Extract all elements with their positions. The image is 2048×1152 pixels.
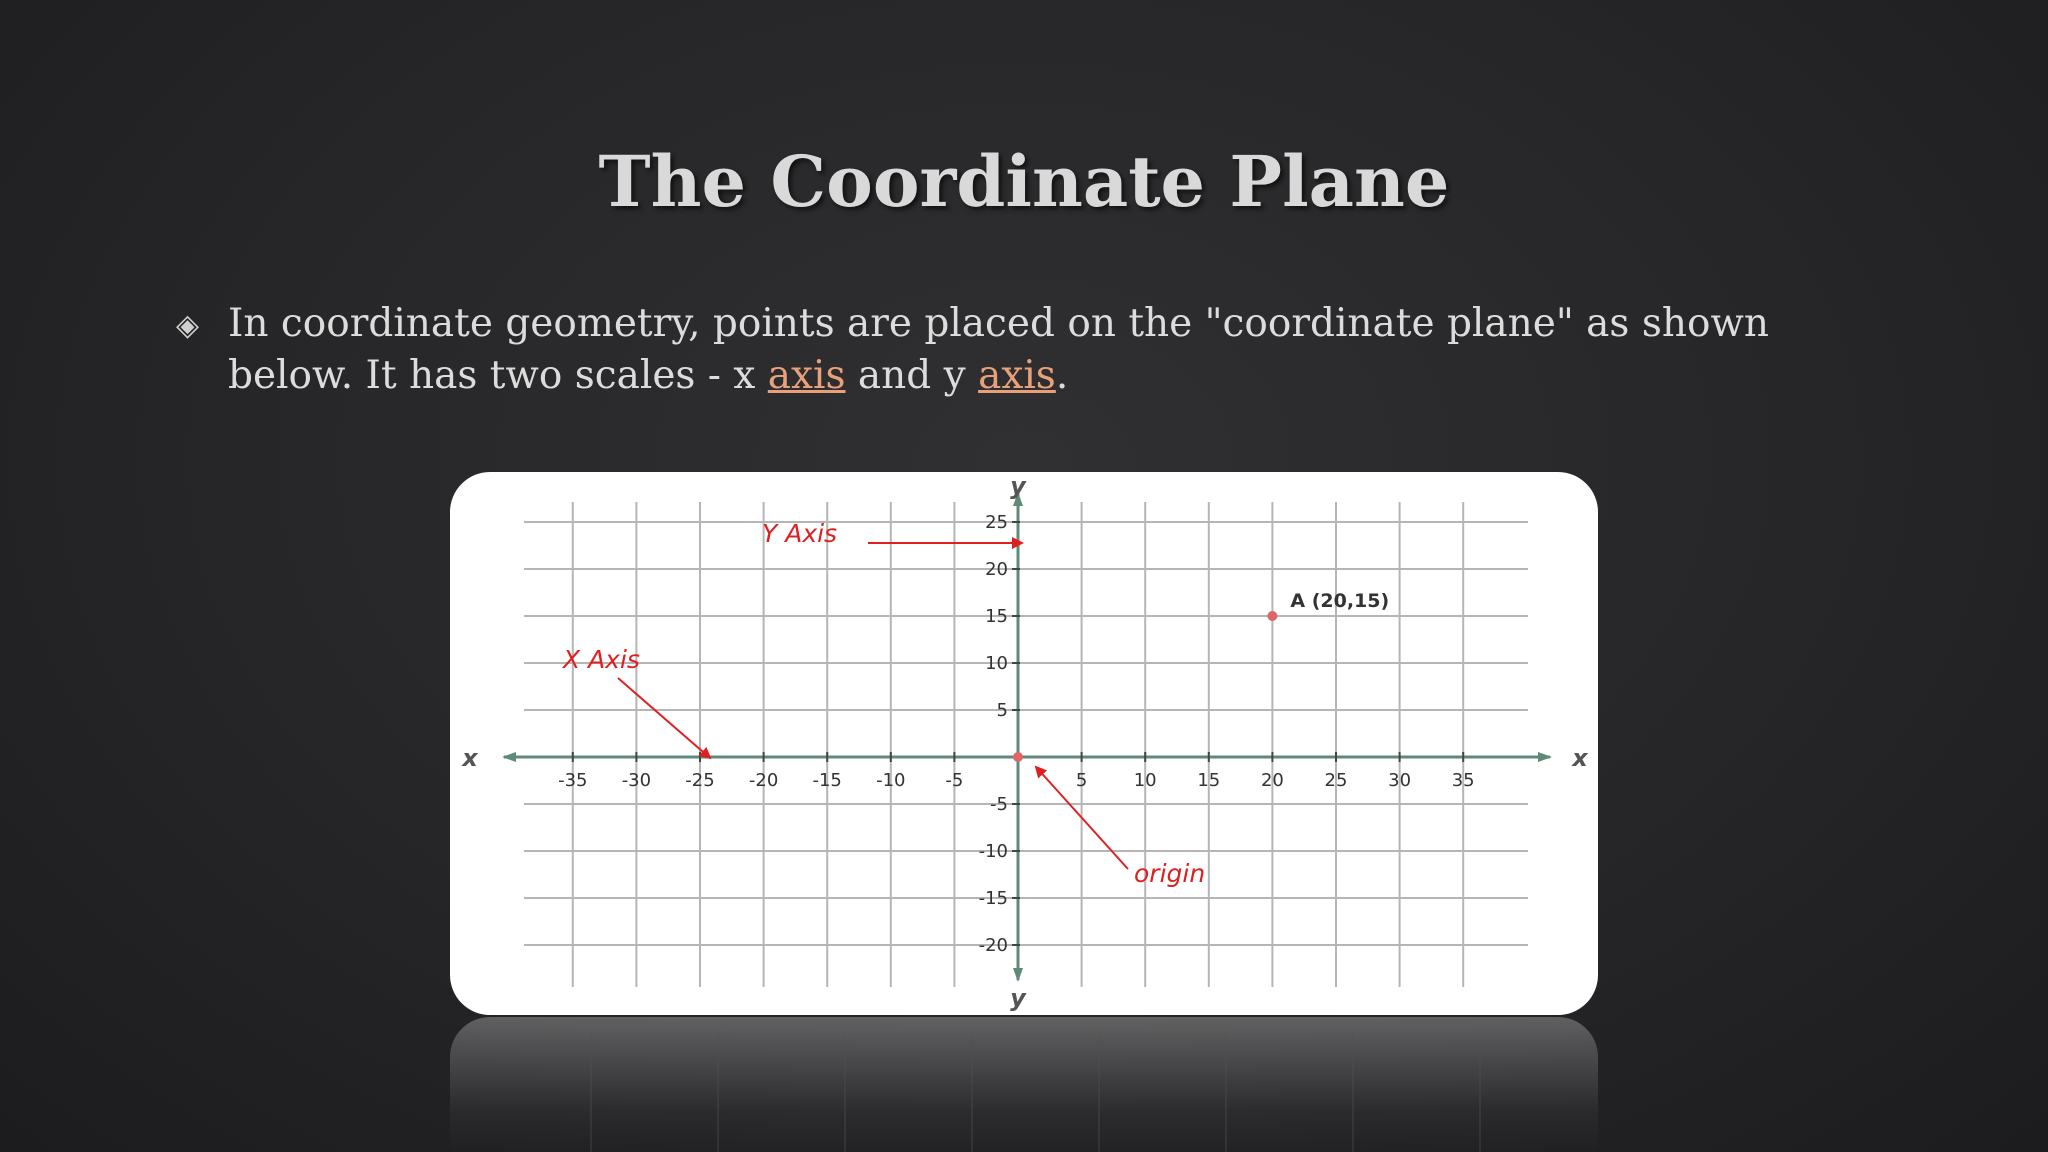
- y-tick-label: -20: [978, 935, 1008, 956]
- reflection-line: [1352, 1035, 1354, 1152]
- x-tick-label: -5: [945, 770, 964, 791]
- bullet-text: [228, 298, 1896, 402]
- reflection-line: [1225, 1035, 1227, 1152]
- origin-annotation: origin: [1134, 859, 1206, 888]
- axis-link-x[interactable]: axis: [767, 353, 846, 398]
- bullet-text-mid: and y: [845, 353, 979, 398]
- coordinate-plane-image: [450, 472, 1598, 1015]
- reflection-line: [971, 1035, 973, 1152]
- point-A-label: A (20,15): [1290, 590, 1390, 612]
- x-tick-label: -10: [876, 770, 906, 791]
- reflection-line: [844, 1035, 846, 1152]
- point-origin: [1013, 752, 1023, 762]
- reflection-line: [590, 1035, 592, 1152]
- x-axis-annotation-arrow: [618, 678, 710, 758]
- y-tick-label: 20: [985, 559, 1008, 580]
- y-axis-annotation: Y Axis: [762, 519, 838, 548]
- y-axis-label-bottom: y: [1010, 984, 1026, 1012]
- x-tick-label: 5: [1075, 770, 1088, 791]
- reflection-line: [1098, 1035, 1100, 1152]
- bullet-text-start: In coordinate geometry, points are placed on the "coordinate plane" as shown below. It has two scales - x: [228, 301, 1769, 398]
- y-tick-label: -10: [978, 841, 1008, 862]
- x-tick-label: 20: [1260, 770, 1284, 791]
- x-tick-label: -15: [812, 770, 842, 791]
- x-tick-label: 15: [1197, 770, 1221, 791]
- x-tick-label: 10: [1133, 770, 1157, 791]
- point-A: [1267, 611, 1277, 621]
- y-tick-label: 15: [985, 606, 1008, 627]
- x-tick-label: 35: [1451, 770, 1475, 791]
- bullet-item: [176, 298, 1896, 402]
- slide-title: The Coordinate Plane: [598, 140, 1450, 223]
- x-tick-label: -30: [621, 770, 652, 791]
- x-axis-annotation: X Axis: [563, 645, 640, 674]
- x-tick-label: -20: [748, 770, 779, 791]
- coordinate-plane-chart: [450, 472, 1598, 1015]
- y-axis-label-top: y: [1010, 472, 1026, 500]
- x-tick-label: 30: [1388, 770, 1412, 791]
- bullet-text-end: .: [1055, 353, 1069, 398]
- y-tick-label: 25: [985, 512, 1008, 533]
- x-axis-label-left: x: [462, 744, 478, 772]
- x-axis-label-right: x: [1572, 744, 1588, 772]
- x-tick-label: -25: [685, 770, 715, 791]
- y-tick-label: 10: [985, 653, 1008, 674]
- y-tick-label: 5: [996, 700, 1008, 721]
- reflection-line: [717, 1035, 719, 1152]
- x-tick-label: 25: [1324, 770, 1348, 791]
- axis-link-y[interactable]: axis: [978, 353, 1056, 398]
- diamond-bullet-icon: ◈: [176, 308, 200, 343]
- reflection-line: [1479, 1035, 1481, 1152]
- x-tick-label: -35: [558, 770, 588, 791]
- y-tick-label: -15: [978, 888, 1008, 909]
- y-tick-label: -5: [990, 794, 1008, 815]
- image-reflection: [450, 1017, 1598, 1152]
